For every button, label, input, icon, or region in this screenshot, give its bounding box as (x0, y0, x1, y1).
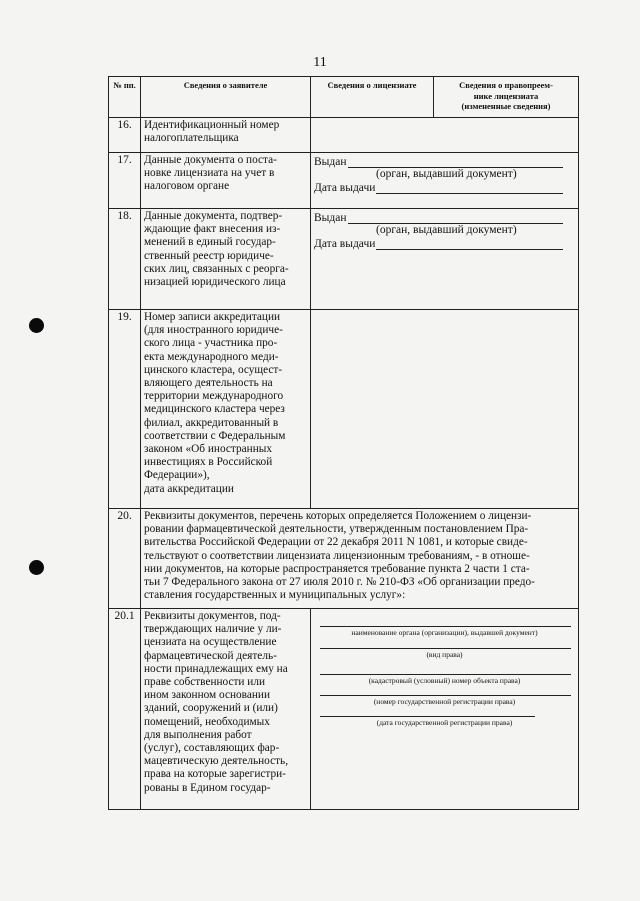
cadastral-number-line[interactable] (320, 674, 571, 675)
issued-by-field[interactable] (314, 212, 575, 224)
header-successor (434, 77, 579, 118)
row-label (141, 153, 311, 209)
row-label-line: тверждающих наличие у ли- (144, 623, 282, 636)
row-number: 18. (109, 209, 141, 310)
header-successor-line: Сведения о правопреем- (459, 80, 553, 90)
header-successor-line: нике лицензиата (473, 90, 539, 101)
binder-hole-bottom (29, 560, 44, 575)
row-label (141, 609, 311, 810)
table-row-20 (109, 509, 579, 609)
row-label-line: соответствии с Федеральным (144, 429, 286, 442)
issuing-authority-line[interactable] (320, 626, 571, 627)
row-label-line: ности принадлежащих ему на (144, 662, 288, 675)
issued-by-line[interactable] (348, 156, 563, 168)
row-label-line: вляющего деятельность на (144, 377, 273, 390)
row-label-line: Реквизиты документов, перечень которых определяется Положением о лицензи- (144, 510, 532, 522)
row-label-line: Федерации»), (144, 469, 210, 482)
row-label-line: фармацевтической деятель- (144, 649, 277, 662)
issued-by-line[interactable] (348, 212, 563, 224)
row-label-line: (для иностранного юридиче- (144, 324, 283, 337)
registration-date-line[interactable] (320, 716, 535, 717)
right-type-caption: (вид права) (426, 649, 463, 659)
row-label-line: низацией юридического лица (144, 276, 286, 289)
row-number: 20. (109, 509, 141, 609)
row-label-line: помещений, необходимых (144, 715, 270, 728)
row-label-line: Реквизиты документов, под- (144, 610, 281, 622)
header-number-text: № пп. (113, 80, 136, 90)
header-applicant (141, 77, 311, 118)
issued-by-label: Выдан (314, 156, 347, 168)
issued-by-label: Выдан (314, 212, 347, 224)
row-label-line: для выполнения работ (144, 728, 252, 741)
row-label (141, 118, 311, 153)
value-cell (311, 609, 579, 810)
row-label-line: дата аккредитации (144, 482, 234, 495)
row-label-line: рованы в Едином государ- (144, 781, 271, 794)
row-label-line: вительства Российской Федерации от 22 декабря 2011 N 1081, и которые свиде- (144, 536, 528, 549)
table-row-19 (109, 310, 579, 509)
issue-date-line[interactable] (376, 238, 563, 250)
row-number: 17. (109, 153, 141, 209)
row-label-line: медицинского кластера через (144, 403, 285, 416)
row-label-line: Идентификационный номер (144, 119, 280, 131)
row-label (141, 509, 579, 609)
row-number: 16. (109, 118, 141, 153)
registration-number-line[interactable] (320, 695, 571, 696)
right-type-line[interactable] (320, 648, 571, 649)
row-label-line: Номер записи аккредитации (144, 311, 281, 323)
row-label-line: инвестициях в Российской (144, 456, 273, 469)
value-cell[interactable] (311, 118, 579, 153)
issue-date-field[interactable] (314, 238, 575, 250)
row-label-line: ровании фармацевтической деятельности, утвержденным постановлением Пра- (144, 523, 529, 536)
value-cell (311, 209, 579, 310)
table-header-row (109, 77, 579, 118)
table-row-17 (109, 153, 579, 209)
table-row-20-1 (109, 609, 579, 810)
row-label-line: ином законном основании (144, 689, 271, 702)
header-applicant-text: Сведения о заявителе (183, 80, 268, 90)
header-number (109, 77, 141, 118)
registration-date-caption: (дата государственной регистрации права) (376, 718, 513, 727)
row-label-line: мацевтическую деятельность, (144, 755, 289, 768)
row-label-line: ждающие факт внесения из- (144, 223, 281, 236)
table-row-16 (109, 118, 579, 153)
row-label-line: менений в единый государ- (144, 236, 276, 249)
row-label-line: (услуг), составляющих фар- (144, 742, 280, 755)
row-number: 20.1 (109, 609, 141, 810)
row-label-line: налогоплательщика (144, 132, 239, 145)
binder-hole-top (29, 318, 44, 333)
row-label-line: территории международного (144, 390, 284, 403)
issue-date-line[interactable] (376, 182, 563, 194)
row-label-line: ставления государственных и муниципальных услуг»: (144, 589, 406, 602)
page-number: 11 (313, 55, 327, 70)
table-row-18 (109, 209, 579, 310)
issuer-caption: (орган, выдавший документ) (376, 224, 517, 236)
registration-number-caption: (номер государственной регистрации права) (373, 696, 516, 706)
issue-date-label: Дата выдачи (314, 182, 376, 194)
row-label-line: тьи 7 Федерального закона от 27 июля 2010 г. № 210-ФЗ «Об организации предо- (144, 576, 535, 589)
row-label-line: Данные документа о поста- (144, 154, 277, 166)
row-label (141, 310, 311, 509)
header-successor-line: (измененные сведения) (461, 101, 551, 112)
row-label-line: ского лица - участника про- (144, 337, 278, 350)
row-label-line: филиал, аккредитованный в (144, 416, 279, 429)
row-label-line: ских лиц, связанных с реорга- (144, 262, 289, 275)
row-label-line: законом «Об иностранных (144, 443, 272, 456)
issuing-authority-caption: наименование органа (организации), выдавшей документ) (351, 628, 538, 637)
issuer-caption: (орган, выдавший документ) (376, 168, 517, 180)
cadastral-number-caption: (кадастровый (условный) номер объекта права) (368, 676, 521, 685)
header-licensee-text: Сведения о лицензиате (327, 80, 417, 90)
row-label-line: новке лицензиата на учет в (144, 167, 275, 180)
row-label-line: зданий, сооружений и (или) (144, 702, 278, 715)
row-label-line: нии документов, на которые распространяется требование пункта 2 части 1 ста- (144, 562, 530, 575)
header-licensee (311, 77, 434, 118)
row-label-line: тельствуют о соответствии лицензиата лицензионным требованиям, - в отноше- (144, 549, 530, 562)
row-label-line: праве собственности или (144, 676, 266, 689)
issued-by-field[interactable] (314, 156, 575, 168)
value-cell[interactable] (311, 310, 579, 509)
row-number: 19. (109, 310, 141, 509)
license-form-table (108, 76, 579, 810)
row-label-line: Данные документа, подтвер- (144, 210, 283, 222)
row-label-line: цинского кластера, осущест- (144, 363, 283, 376)
row-label-line: цензиата на осуществление (144, 636, 277, 649)
row-label-line: ственный реестр юридиче- (144, 249, 274, 262)
issue-date-field[interactable] (314, 182, 575, 194)
issue-date-label: Дата выдачи (314, 238, 376, 250)
row-label-line: права на которые зарегистри- (144, 768, 286, 781)
value-cell (311, 153, 579, 209)
row-label (141, 209, 311, 310)
row-label-line: екта международного меди- (144, 350, 279, 363)
row-label-line: налоговом органе (144, 180, 230, 193)
